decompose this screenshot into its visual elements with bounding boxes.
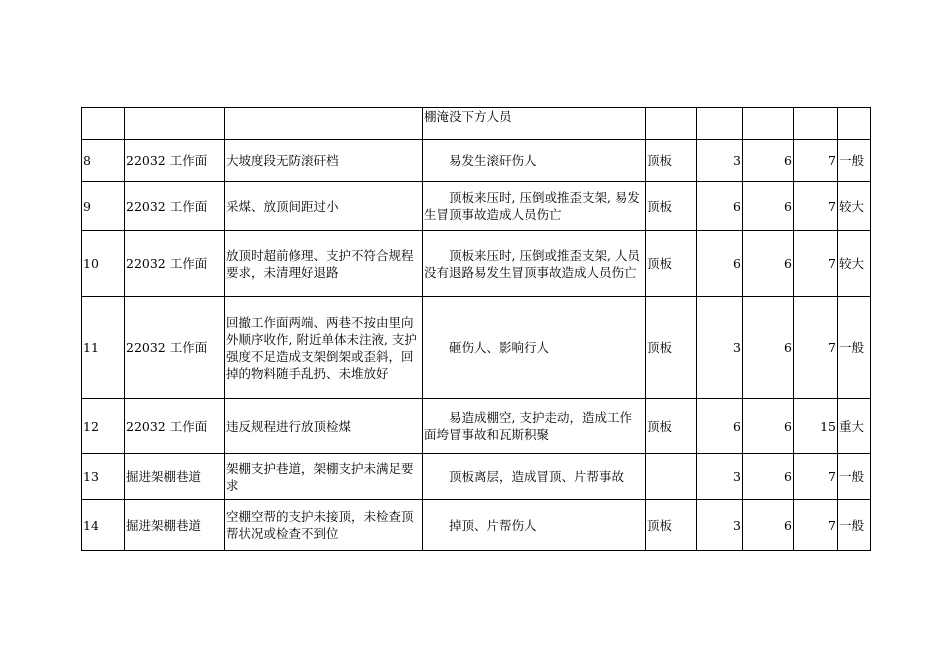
- cell-hazard: 放顶时超前修理、支护不符合规程要求，未清理好退路: [225, 231, 423, 297]
- cell-c: 7: [794, 454, 838, 500]
- cell-consequence: 掉顶、片帮伤人: [423, 500, 646, 551]
- cell-consequence: 棚淹没下方人员: [423, 108, 646, 140]
- cell-l: 6: [697, 231, 743, 297]
- cell-l: [697, 108, 743, 140]
- cell-consequence: 顶板离层，造成冒顶、片帮事故: [423, 454, 646, 500]
- cell-e: 6: [743, 500, 794, 551]
- cell-l: 6: [697, 182, 743, 231]
- cell-location: 掘进架棚巷道: [125, 454, 225, 500]
- cell-level: [838, 108, 871, 140]
- cell-consequence: 砸伤人、影响行人: [423, 297, 646, 399]
- cell-e: 6: [743, 454, 794, 500]
- cell-e: 6: [743, 399, 794, 454]
- table-row: [82, 182, 871, 231]
- cell-level: 较大: [838, 182, 871, 231]
- cell-l: 3: [697, 297, 743, 399]
- cell-location: 22032 工作面: [125, 399, 225, 454]
- cell-e: 6: [743, 140, 794, 182]
- cell-type: 顶板: [646, 140, 697, 182]
- cell-c: 7: [794, 297, 838, 399]
- cell-l: 3: [697, 140, 743, 182]
- cell-consequence: 易发生滚矸伤人: [423, 140, 646, 182]
- cell-hazard: 采煤、放顶间距过小: [225, 182, 423, 231]
- cell-hazard: 回撤工作面两端、两巷不按由里向外顺序收作, 附近单体未注液, 支护强度不足造成支架倒架或歪斜，回掉的物料随手乱扔、未堆放好: [225, 297, 423, 399]
- cell-c: 7: [794, 231, 838, 297]
- table-row: [82, 454, 871, 500]
- cell-e: 6: [743, 297, 794, 399]
- cell-c: 7: [794, 500, 838, 551]
- cell-level: 一般: [838, 297, 871, 399]
- cell-type: 顶板: [646, 297, 697, 399]
- cell-level: 一般: [838, 454, 871, 500]
- cell-l: 3: [697, 500, 743, 551]
- cell-location: 22032 工作面: [125, 231, 225, 297]
- cell-e: 6: [743, 182, 794, 231]
- table-row: [82, 231, 871, 297]
- cell-l: 3: [697, 454, 743, 500]
- cell-location: 掘进架棚巷道: [125, 500, 225, 551]
- cell-no: 13: [82, 454, 125, 500]
- table-row: [82, 140, 871, 182]
- cell-location: [125, 108, 225, 140]
- risk-table: [81, 107, 871, 551]
- cell-hazard: 架棚支护巷道，架棚支护未满足要求: [225, 454, 423, 500]
- cell-no: 10: [82, 231, 125, 297]
- cell-no: 11: [82, 297, 125, 399]
- cell-e: [743, 108, 794, 140]
- table-row: [82, 297, 871, 399]
- cell-c: [794, 108, 838, 140]
- cell-hazard: 空棚空帮的支护未接顶，未检查顶帮状况或检查不到位: [225, 500, 423, 551]
- cell-c: 7: [794, 140, 838, 182]
- cell-level: 一般: [838, 140, 871, 182]
- cell-type: [646, 108, 697, 140]
- table-row: [82, 500, 871, 551]
- cell-no: [82, 108, 125, 140]
- cell-c: 15: [794, 399, 838, 454]
- cell-c: 7: [794, 182, 838, 231]
- cell-l: 6: [697, 399, 743, 454]
- cell-hazard: 违反规程进行放顶检煤: [225, 399, 423, 454]
- cell-type: 顶板: [646, 182, 697, 231]
- cell-no: 9: [82, 182, 125, 231]
- cell-location: 22032 工作面: [125, 140, 225, 182]
- cell-type: 顶板: [646, 231, 697, 297]
- cell-level: 一般: [838, 500, 871, 551]
- cell-hazard: [225, 108, 423, 140]
- cell-level: 重大: [838, 399, 871, 454]
- table-row: [82, 399, 871, 454]
- cell-level: 较大: [838, 231, 871, 297]
- cell-type: 顶板: [646, 399, 697, 454]
- cell-no: 12: [82, 399, 125, 454]
- table-row: [82, 108, 871, 140]
- cell-type: 顶板: [646, 500, 697, 551]
- cell-location: 22032 工作面: [125, 297, 225, 399]
- cell-consequence: 顶板来压时, 压倒或推歪支架, 人员没有退路易发生冒顶事故造成人员伤亡: [423, 231, 646, 297]
- cell-e: 6: [743, 231, 794, 297]
- cell-consequence: 顶板来压时, 压倒或推歪支架, 易发生冒顶事故造成人员伤亡: [423, 182, 646, 231]
- cell-no: 14: [82, 500, 125, 551]
- cell-no: 8: [82, 140, 125, 182]
- cell-type: [646, 454, 697, 500]
- cell-location: 22032 工作面: [125, 182, 225, 231]
- cell-consequence: 易造成棚空, 支护走动，造成工作面垮冒事故和瓦斯积聚: [423, 399, 646, 454]
- cell-hazard: 大坡度段无防滚矸档: [225, 140, 423, 182]
